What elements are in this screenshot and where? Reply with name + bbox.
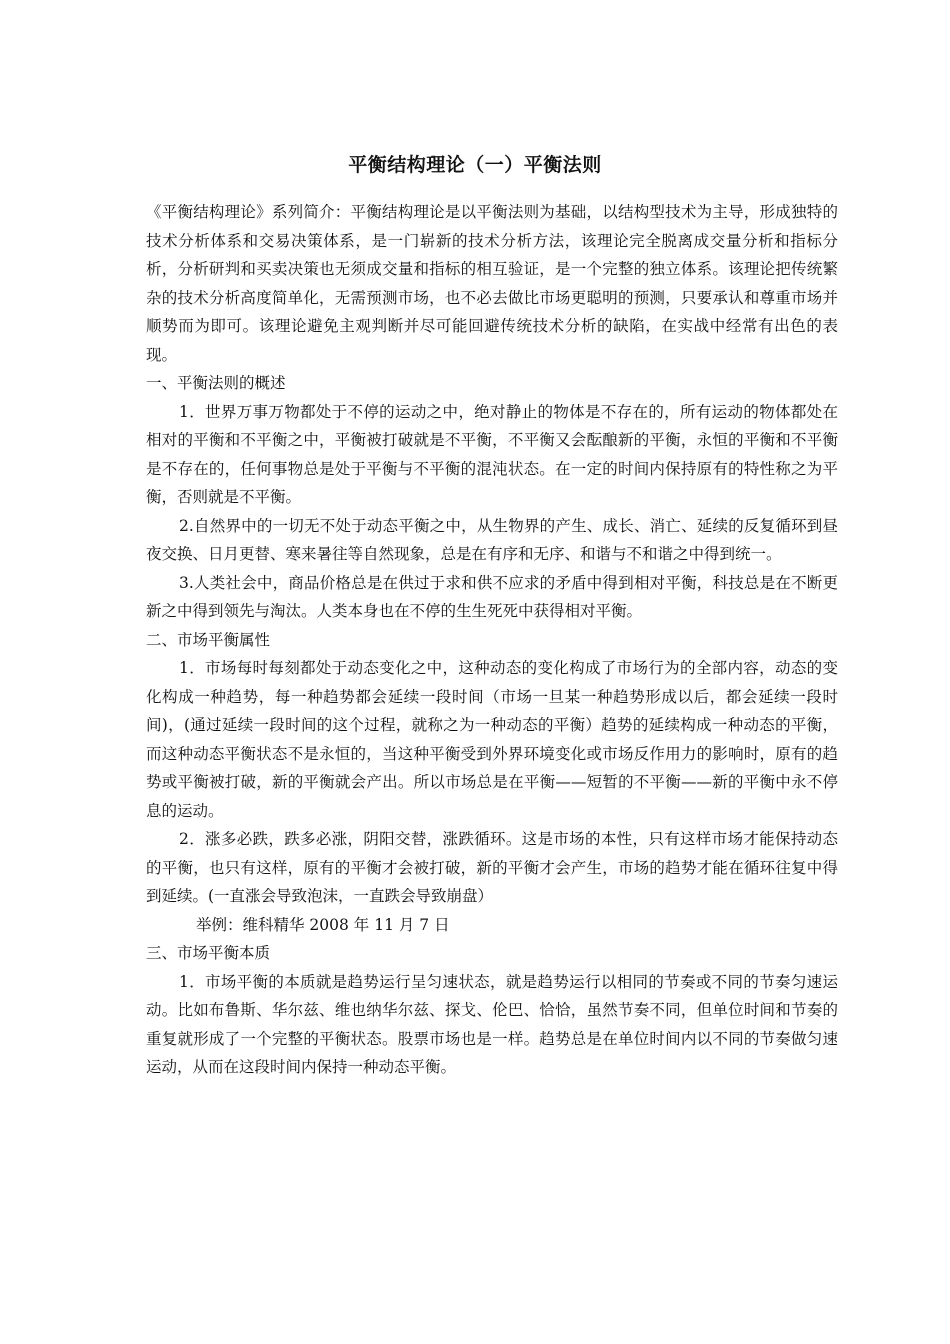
intro-paragraph: 《平衡结构理论》系列简介：平衡结构理论是以平衡法则为基础，以结构型技术为主导，形成独特的技术分析体系和交易决策体系，是一门崭新的技术分析方法，该理论完全脱离成交量分析和指标分析，分析研判和买卖决策也无须成交量和指标的相互验证，是一个完整的独立体系。该理论把传统繁杂的技术分析高度简单化，无需预测市场，也不必去做比市场更聪明的预测，只要承认和尊重市场并顺势而为即可。该理论避免主观判断并尽可能回避传统技术分析的缺陷，在实战中经常有出色的表现。 (146, 203, 838, 364)
section-heading-2: 二、市场平衡属性 (146, 630, 271, 649)
section-heading-1: 一、平衡法则的概述 (146, 374, 286, 392)
section1-paragraph-1: 1．世界万事万物都处于不停的运动之中，绝对静止的物体是不存在的，所有运动的物体都处在相对的平衡和不平衡之中，平衡被打破就是不平衡，不平衡又会酝酿新的平衡，永恒的平衡和不平衡是不存在的，任何事物总是处于平衡与不平衡的混沌状态。在一定的时间内保持原有的特性称之为平衡，否则就是不平衡。 (146, 402, 838, 506)
section-heading-3: 三、市场平衡本质 (146, 944, 271, 962)
document-body (146, 198, 838, 1082)
example-line: 举例：维科精华 2008 年 11 月 7 日 (196, 915, 450, 934)
page-title: 平衡结构理论（一）平衡法则 (348, 154, 602, 176)
section1-paragraph-3: 3.人类社会中，商品价格总是在供过于求和供不应求的矛盾中得到相对平衡，科技总是在不断更新之中得到领先与淘汰。人类本身也在不停的生生死死中获得相对平衡。 (146, 573, 838, 620)
section2-paragraph-2: 2．涨多必跌，跌多必涨，阴阳交替，涨跌循环。这是市场的本性，只有这样市场才能保持动态的平衡，也只有这样，原有的平衡才会被打破，新的平衡才会产生，市场的趋势才能在循环往复中得到延续。(一直涨会导致泡沫，一直跌会导致崩盘） (146, 830, 838, 905)
section1-paragraph-2: 2.自然界中的一切无不处于动态平衡之中，从生物界的产生、成长、消亡、延续的反复循环到昼夜交换、日月更替、寒来暑往等自然现象，总是在有序和无序、和谐与不和谐之中得到统一。 (146, 516, 838, 563)
section3-paragraph-1: 1．市场平衡的本质就是趋势运行呈匀速状态，就是趋势运行以相同的节奏或不同的节奏匀速运动。比如布鲁斯、华尔兹、维也纳华尔兹、探戈、伦巴、恰恰，虽然节奏不同，但单位时间和节奏的重复就形成了一个完整的平衡状态。股票市场也是一样。趋势总是在单位时间内以不同的节奏做匀速运动，从而在这段时间内保持一种动态平衡。 (146, 972, 838, 1076)
section2-paragraph-1: 1．市场每时每刻都处于动态变化之中，这种动态的变化构成了市场行为的全部内容，动态的变化构成一种趋势，每一种趋势都会延续一段时间（市场一旦某一种趋势形成以后，都会延续一段时间)，(通过延续一段时间的这个过程，就称之为一种动态的平衡）趋势的延续构成一种动态的平衡，而这种动态平衡状态不是永恒的，当这种平衡受到外界环境变化或市场反作用力的影响时，原有的趋势或平衡被打破，新的平衡就会产出。所以市场总是在平衡——短暂的不平衡——新的平衡中永不停息的运动。 (146, 659, 838, 820)
